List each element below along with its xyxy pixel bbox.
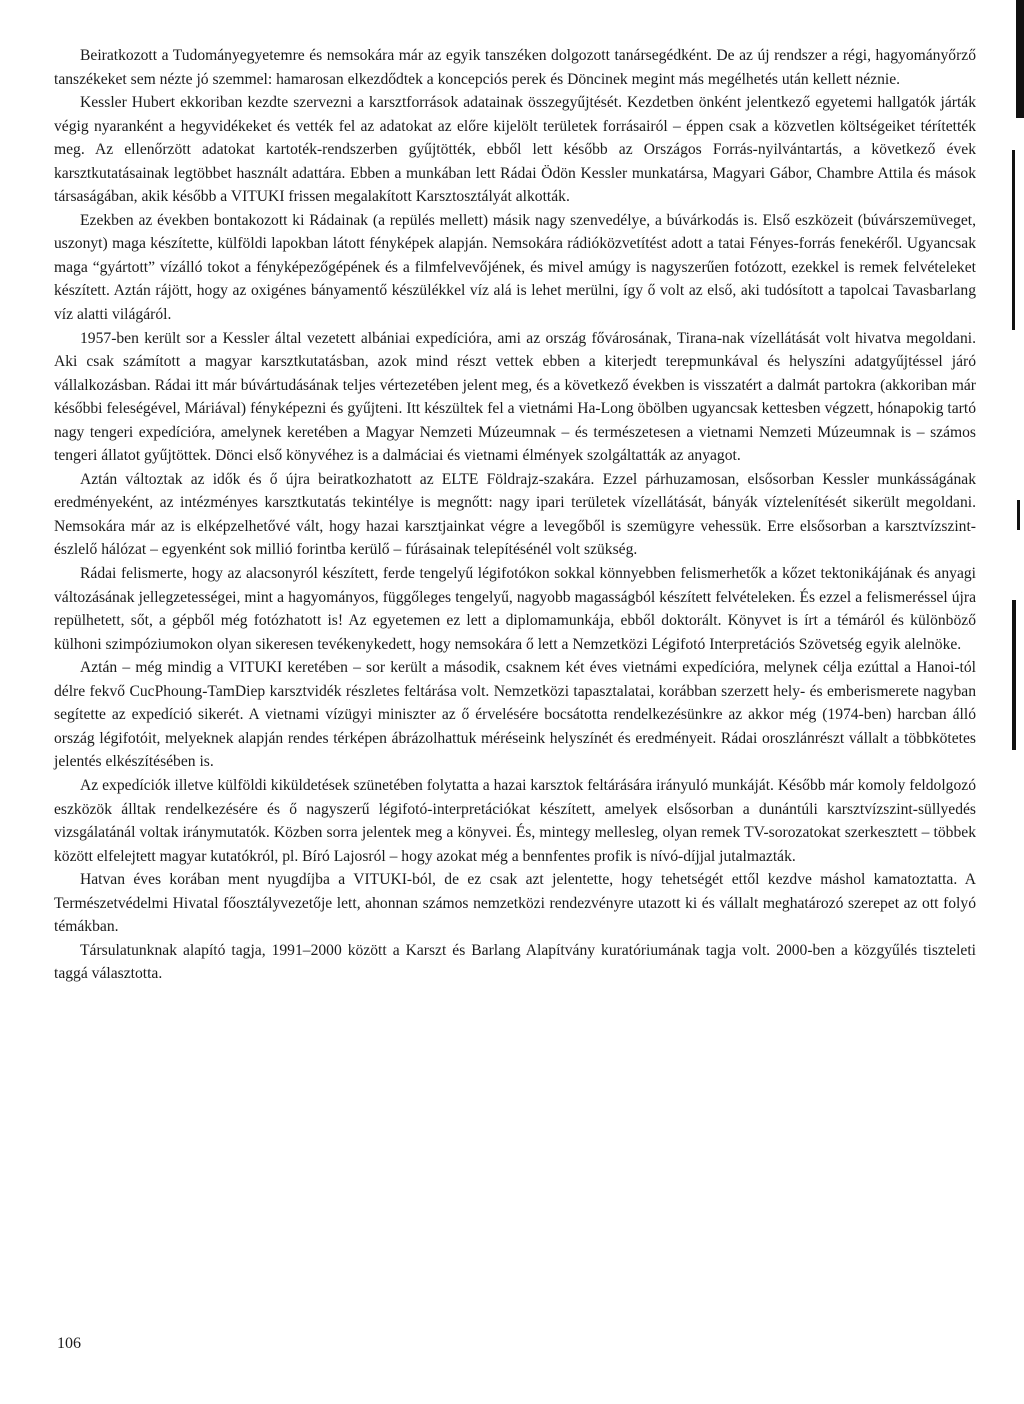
paragraph-10: Társulatunknak alapító tagja, 1991–2000 között a Karszt és Barlang Alapítvány kuratóriumának tagja volt. 2000-ben a közgyűlés tiszteleti taggá választotta.: [54, 941, 976, 983]
scan-edge-mark: [1017, 500, 1020, 530]
paragraph-4: 1957-ben került sor a Kessler által vezetett albániai expedícióra, ami az ország fővárosának, Tirana-nak vízellátását volt hivatva megoldani. Aki csak számított a magyar karsztkutatásban, azok mind részt vettek ebben a kiterjedt terepmunkával és helyszíni adatgyűjtéssel járó vállalkozásban. Rádai itt már búvártudásának teljes vértezetében jelent meg, és a következő években is visszatért a dalmát partokra (akkoriban már későbbi feleségével, Máriával) fényképezni és gyűjteni. Itt készültek fel a vietnámi Ha-Long öbölben ugyancsak kettesben végzett, hónapokig tartó nagy tengeri expedícióra, amelynek keretében a Magyar Nemzeti Múzeumnak – és természetesen a vietnami Nemzeti Múzeumnak is – számos tengeri állatot gyűjtöttek. Dönci első könyvéhez is a dalmáciai és vietnami élmények szolgáltatták az anyagot.: [54, 329, 976, 465]
paragraph-5: Aztán változtak az idők és ő újra beiratkozhatott az ELTE Földrajz-szakára. Ezzel párhuzamosan, elsősorban Kessler munkásságának eredményeként, az intézményes karsztkutatás tekintélye is megnőtt: nagy ipari területek vízellátását, bányák víztelenítését sikerült megoldani. Nemsokára már az is elképzelhetővé vált, hogy hazai karsztjainkat végre a levegőből is szemügyre vehessük. Erre elsősorban a karsztvízszint-észlelő hálózat – egyenként sok millió forintba kerülő – fúrásainak telepítésénél volt szükség.: [54, 470, 976, 559]
scan-edge-mark: [1012, 150, 1015, 330]
paragraph-1: Beiratkozott a Tudományegyetemre és nemsokára már az egyik tanszéken dolgozott tanársegédként. De az új rendszer a régi, hagyományőrző tanszékeket sem nézte jó szemmel: hamarosan elkezdődtek a koncepciós perek és Döncinek megint más megélhetés után kellett néznie.: [54, 47, 976, 88]
scan-edge-mark: [1016, 0, 1024, 118]
page-body: [54, 44, 976, 986]
paragraph-2: Kessler Hubert ekkoriban kezdte szervezni a karsztforrások adatainak összegyűjtését. Kezdetben önként jelentkező egyetemi hallgatók járták végig nyaranként a hegyvidékeket és vették fel az adatokat az előre kijelölt területek forrásairól – éppen csak a közvetlen költségeiket térítették meg. Az ellenőrzött adatokat kartoték-rendszerben gyűjtötték, ebből lett később az Országos Forrás-nyilvántartás, a következő évek karsztkutatásainak legtöbbet használt adattára. Ebben a munkában lett Rádai Ödön Kessler munkatársa, Magyari Gábor, Chambre Attila és mások társaságában, akik később a VITUKI frissen megalakított Karsztosztályát alkották.: [54, 94, 976, 206]
paragraph-3: Ezekben az években bontakozott ki Rádainak (a repülés mellett) másik nagy szenvedélye, a búvárkodás is. Első eszközeit (búvárszemüveget, uszonyt) maga készítette, külföldi lapokban látott fényképek alapján. Nemsokára rádióközvetítést adott a tatai Fényes-forrás fenekéről. Ugyancsak maga “gyártott” vízálló tokot a fényképezőgépének és a filmfelvevőjének, és mivel amúgy is nagyszerűen fotózott, ezekkel is remek felvételeket készített. Aztán rájött, hogy az oxigénes bányamentő készülékkel víz alá is lehet merülni, így ő volt az első, aki tudósított a tapolcai Tavasbarlang víz alatti világáról.: [54, 211, 976, 324]
paragraph-9: Hatvan éves korában ment nyugdíjba a VITUKI-ból, de ez csak azt jelentette, hogy tehetségét ettől kezdve máshol kamatoztatta. A Természetvédelmi Hivatal főosztályvezetője lett, ahonnan számos nemzetközi rendezvényre utazott ki és vállalt meghatározó szerepet az ott folyó témákban.: [54, 871, 976, 936]
paragraph-7: Aztán – még mindig a VITUKI keretében – sor került a második, csaknem két éves vietnámi expedícióra, melynek célja ezúttal a Hanoi-tól délre fekvő CucPhoung-TamDiep karsztvidék részletes feltárása volt. Nemzetközi tapasztalatai, korábban szerzett hely- és emberismerete nagyban segítette az expedíció sikerét. A vietnami vízügyi miniszter az ő érvelésére bocsátotta rendelkezésünkre az akkor még (1974-ben) harcban álló ország légifotóit, melyeknek alapján rendes térképen ábrázolhattuk méréseink helyszínét és eredményeit. Rádai oroszlánrészt vállalt a többkötetes jelentés elkészítésében is.: [54, 659, 976, 771]
paragraph-6: Rádai felismerte, hogy az alacsonyról készített, ferde tengelyű légifotókon sokkal könnyebben felismerhetők a kőzet tektonikájának és anyagi változásának jellegzetességei, mint a hagyományos, függőleges tengelyű, nagyobb magasságból készített felvételeken. És ezzel a felismeréssel újra repülhetett, sőt, a gépből még fotózhatott is! Az egyetemen ez lett a diplomamunkája, ebből doktorált. Könyvet is írt a témáról és különböző külhoni szimpóziumokon olyan sikeresen tevékenykedett, hogy nemsokára ő lett a Nemzetközi Légifotó Interpretációs Szövetség egyik alelnöke.: [54, 565, 976, 653]
page-number: 106: [57, 1335, 81, 1352]
scan-edge-mark: [1012, 600, 1016, 750]
paragraph-8: Az expedíciók illetve külföldi kiküldetések szünetében folytatta a hazai karsztok feltárására irányuló munkáját. Később már komoly feldolgozó eszközök álltak rendelkezésére és ő nagyszerű légifotó-interpretációkat készített, amelyek elsősorban a dunántúli karsztvízszint-süllyedés vizsgálatánál voltak iránymutatók. Közben sorra jelentek meg a könyvei. És, mintegy mellesleg, olyan remek TV-sorozatokat szerkesztett – többek között elfelejtett magyar kutatókról, pl. Bíró Lajosról – hogy azokat még a bennfentes profik is nívó-díjjal jutalmazták.: [54, 776, 976, 865]
